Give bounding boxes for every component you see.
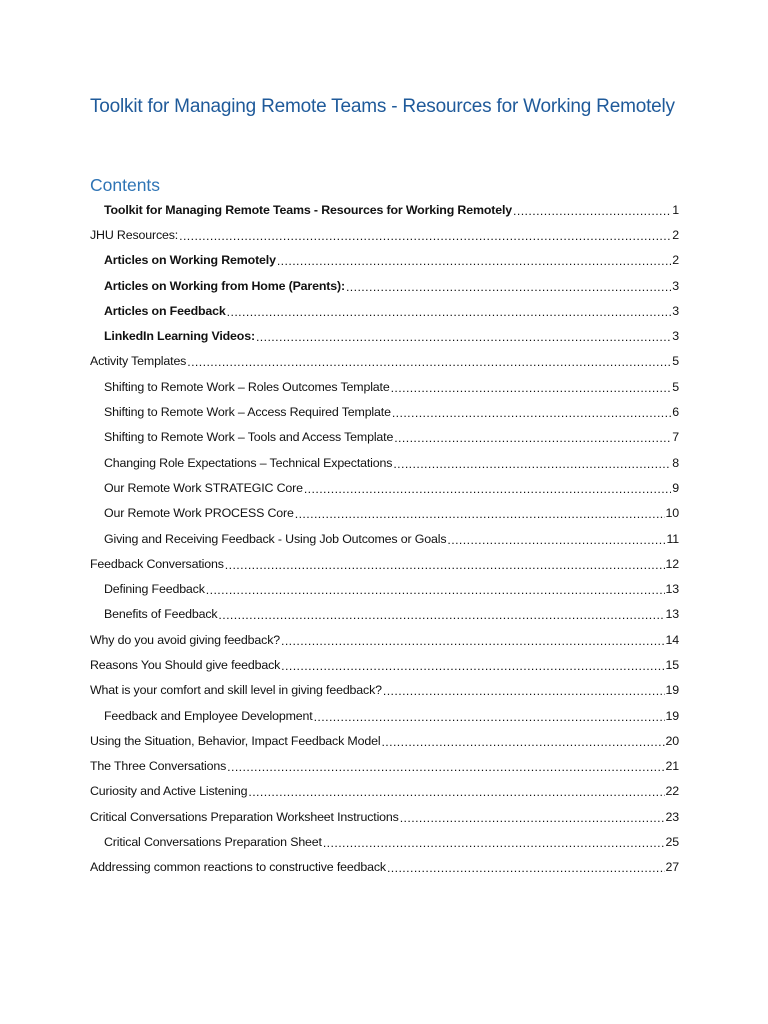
toc-dot-leader [392,406,671,420]
toc-dot-leader [400,811,665,825]
toc-entry-page-number[interactable]: 11 [666,531,679,546]
toc-entry[interactable] [90,197,679,222]
toc-entry[interactable] [90,602,679,627]
toc-dot-leader [391,381,672,395]
toc-entry[interactable] [90,804,679,829]
toc-dot-leader [187,355,671,369]
toc-entry-text[interactable]: Benefits of Feedback [104,607,218,622]
toc-entry[interactable] [90,678,679,703]
toc-dot-leader [227,305,672,319]
toc-entry-text[interactable]: Articles on Working Remotely [104,253,276,268]
toc-entry-text[interactable]: Feedback Conversations [90,556,224,571]
toc-entry-text[interactable]: Our Remote Work PROCESS Core [104,506,294,521]
toc-dot-leader [304,482,671,496]
toc-entry-page-number[interactable]: 13 [665,582,679,597]
toc-dot-leader [179,229,671,243]
toc-entry[interactable] [90,298,679,323]
table-of-contents [90,197,679,880]
toc-entry-page-number[interactable]: 20 [665,733,679,748]
toc-entry-page-number[interactable]: 27 [665,860,679,875]
toc-entry[interactable] [90,703,679,728]
toc-entry-page-number[interactable]: 22 [665,784,679,799]
toc-dot-leader [225,558,665,572]
toc-entry-text[interactable]: Giving and Receiving Feedback - Using Job Outcomes or Goals [104,531,447,546]
toc-entry-text[interactable]: Shifting to Remote Work – Access Required Template [104,405,391,420]
toc-entry-page-number[interactable]: 21 [665,759,679,774]
toc-entry[interactable] [90,652,679,677]
toc-entry-page-number[interactable]: 5 [672,354,679,369]
toc-entry-text[interactable]: Feedback and Employee Development [104,708,313,723]
toc-entry[interactable] [90,273,679,298]
toc-dot-leader [383,684,665,698]
toc-entry-page-number[interactable]: 6 [672,405,679,420]
toc-entry-page-number[interactable]: 3 [672,278,679,293]
toc-entry-text[interactable]: LinkedIn Learning Videos: [104,329,255,344]
toc-entry-page-number[interactable]: 23 [665,809,679,824]
toc-entry-page-number[interactable]: 25 [665,835,679,850]
toc-entry-page-number[interactable]: 3 [672,303,679,318]
toc-entry-page-number[interactable]: 15 [665,657,679,672]
toc-entry[interactable] [90,248,679,273]
toc-entry[interactable] [90,829,679,854]
toc-entry-text[interactable]: Shifting to Remote Work – Tools and Access Template [104,430,394,445]
toc-entry-page-number[interactable]: 19 [665,683,679,698]
toc-dot-leader [277,254,671,268]
toc-entry-page-number[interactable]: 8 [672,455,679,470]
toc-entry-page-number[interactable]: 13 [665,607,679,622]
toc-entry-page-number[interactable]: 5 [672,379,679,394]
toc-dot-leader [447,533,665,547]
toc-entry-page-number[interactable]: 14 [665,632,679,647]
toc-dot-leader [227,760,664,774]
toc-dot-leader [513,204,671,218]
toc-entry-text[interactable]: Critical Conversations Preparation Sheet [104,835,322,850]
toc-entry[interactable] [90,576,679,601]
toc-dot-leader [281,659,664,673]
toc-entry-text[interactable]: Defining Feedback [104,582,205,597]
toc-entry[interactable] [90,728,679,753]
toc-dot-leader [206,583,665,597]
toc-entry-text[interactable]: Articles on Feedback [104,303,226,318]
toc-entry-page-number[interactable]: 9 [672,480,679,495]
toc-entry-text[interactable]: Reasons You Should give feedback [90,657,281,672]
toc-entry-page-number[interactable]: 19 [665,708,679,723]
toc-entry-text[interactable]: What is your comfort and skill level in giving feedback? [90,683,382,698]
toc-dot-leader [248,785,664,799]
toc-entry[interactable] [90,323,679,348]
toc-entry[interactable] [90,374,679,399]
toc-entry-text[interactable]: Critical Conversations Preparation Worksheet Instructions [90,809,399,824]
toc-entry-text[interactable]: JHU Resources: [90,227,179,242]
toc-entry-text[interactable]: Shifting to Remote Work – Roles Outcomes Template [104,379,390,394]
toc-entry[interactable] [90,779,679,804]
toc-entry-page-number[interactable]: 10 [665,506,679,521]
toc-entry[interactable] [90,855,679,880]
toc-entry[interactable] [90,399,679,424]
toc-dot-leader [393,457,671,471]
toc-dot-leader [314,710,665,724]
toc-entry-text[interactable]: Changing Role Expectations – Technical Expectations [104,455,393,470]
toc-entry-text[interactable]: The Three Conversations [90,759,227,774]
toc-entry-page-number[interactable]: 12 [665,556,679,571]
toc-dot-leader [323,836,665,850]
toc-entry[interactable] [90,526,679,551]
toc-entry-page-number[interactable]: 2 [672,253,679,268]
toc-entry-text[interactable]: Toolkit for Managing Remote Teams - Resources for Working Remotely [104,202,513,217]
toc-entry[interactable] [90,501,679,526]
toc-entry[interactable] [90,551,679,576]
toc-dot-leader [281,634,665,648]
toc-entry-text[interactable]: Curiosity and Active Listening [90,784,248,799]
toc-entry-text[interactable]: Why do you avoid giving feedback? [90,632,280,647]
toc-dot-leader [256,330,671,344]
toc-entry-page-number[interactable]: 1 [672,202,679,217]
toc-entry-text[interactable]: Activity Templates [90,354,187,369]
toc-entry-text[interactable]: Our Remote Work STRATEGIC Core [104,480,303,495]
toc-entry-page-number[interactable]: 7 [672,430,679,445]
toc-dot-leader [394,431,671,445]
toc-entry[interactable] [90,754,679,779]
toc-entry-page-number[interactable]: 2 [672,227,679,242]
toc-entry-text[interactable]: Addressing common reactions to constructive feedback [90,860,386,875]
toc-entry[interactable] [90,450,679,475]
toc-dot-leader [295,507,665,521]
toc-dot-leader [346,280,671,294]
toc-dot-leader [381,735,664,749]
toc-entry-page-number[interactable]: 3 [672,329,679,344]
toc-entry[interactable] [90,475,679,500]
contents-heading: Contents [90,175,161,195]
toc-dot-leader [387,861,665,875]
toc-entry-text[interactable]: Articles on Working from Home (Parents): [104,278,345,293]
toc-entry[interactable] [90,425,679,450]
toc-entry-text[interactable]: Using the Situation, Behavior, Impact Feedback Model [90,733,381,748]
toc-entry[interactable] [90,349,679,374]
toc-entry[interactable] [90,627,679,652]
document-title: Toolkit for Managing Remote Teams - Resources for Working Remotely [90,96,675,117]
toc-entry[interactable] [90,222,679,247]
toc-dot-leader [218,608,664,622]
